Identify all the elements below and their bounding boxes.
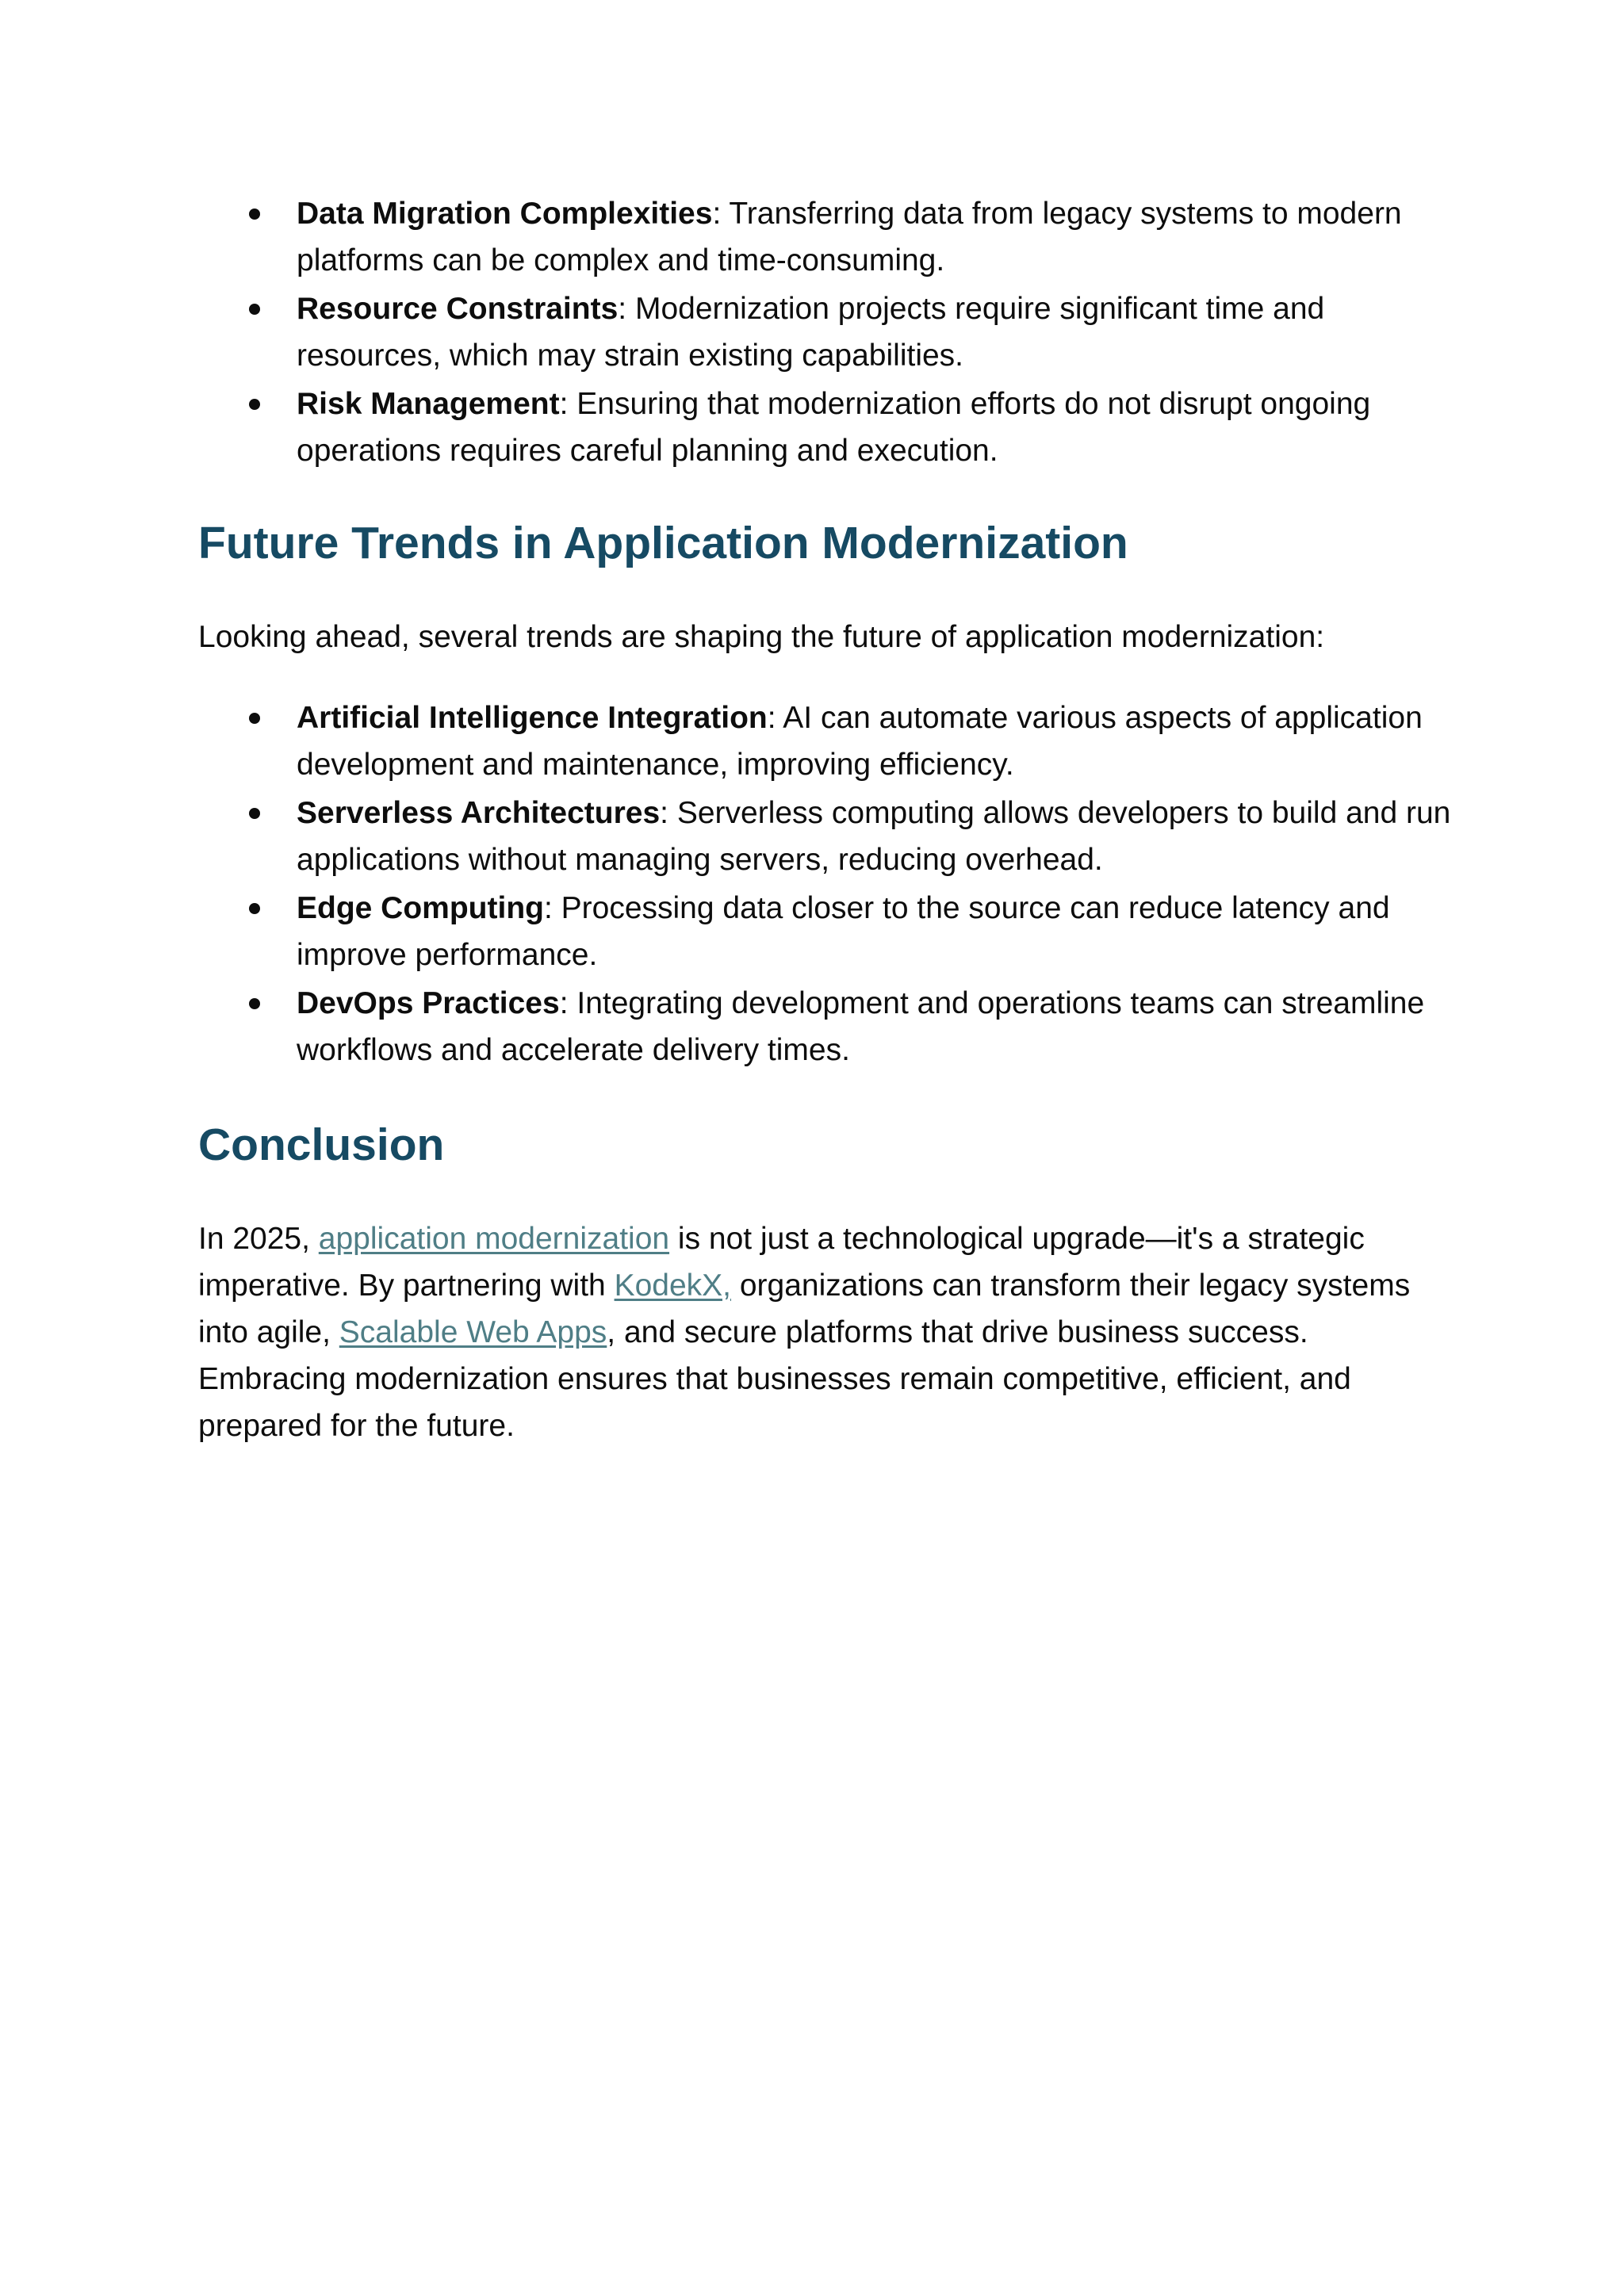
bullet-icon xyxy=(249,304,260,315)
list-item-text: : Serverless computing allows developers to build and run applications without managing servers, reducing overhead. xyxy=(297,796,1451,877)
application-modernization-link[interactable]: application modernization xyxy=(318,1222,670,1256)
bullet-icon xyxy=(249,399,260,410)
list-item xyxy=(198,190,1451,284)
conclusion-text: In 2025, xyxy=(198,1222,319,1256)
list-item xyxy=(198,790,1451,883)
conclusion-text: , and secure platforms that drive business success. Embracing modernization ensures that businesses remain competitive, efficient, and prepared for the future. xyxy=(198,1315,1351,1443)
list-item-text: : Ensuring that modernization efforts do not disrupt ongoing operations requires careful planning and execution. xyxy=(297,387,1371,468)
conclusion-paragraph xyxy=(198,1215,1451,1449)
future-trends-intro: Looking ahead, several trends are shaping the future of application modernization: xyxy=(198,620,1325,654)
list-item-term: Serverless Architectures xyxy=(297,796,661,830)
bullet-icon xyxy=(249,998,260,1009)
list-item-text: : AI can automate various aspects of application development and maintenance, improving efficiency. xyxy=(297,701,1423,782)
list-item-text: : Transferring data from legacy systems to modern platforms can be complex and time-consuming. xyxy=(297,197,1402,277)
conclusion-text: is not just a technological upgrade—it's a strategic imperative. By partnering with xyxy=(198,1222,1365,1303)
scalable-web-apps-link[interactable]: Scalable Web Apps xyxy=(339,1315,607,1349)
list-item-text: : Modernization projects require significant time and resources, which may strain existing capabilities. xyxy=(297,292,1325,373)
conclusion-text: organizations can transform their legacy systems into agile, xyxy=(198,1269,1411,1349)
bullet-icon xyxy=(249,808,260,819)
list-item-term: Resource Constraints xyxy=(297,292,619,326)
bullet-icon xyxy=(249,903,260,914)
list-item xyxy=(198,980,1451,1073)
list-item-text: : Processing data closer to the source can reduce latency and improve performance. xyxy=(297,891,1390,972)
list-item-term: Risk Management xyxy=(297,387,560,421)
bullet-icon xyxy=(249,209,260,220)
future-trends-list xyxy=(198,695,1451,1073)
list-item xyxy=(198,285,1451,379)
future-trends-heading: Future Trends in Application Modernization xyxy=(198,518,1128,568)
list-item-term: Edge Computing xyxy=(297,891,544,925)
list-item-term: Data Migration Complexities xyxy=(297,197,713,231)
list-item xyxy=(198,695,1451,788)
list-item xyxy=(198,885,1451,978)
list-item xyxy=(198,381,1451,474)
challenges-list xyxy=(198,190,1451,474)
list-item-term: DevOps Practices xyxy=(297,986,560,1020)
list-item-text: : Integrating development and operations teams can streamline workflows and accelerate delivery times. xyxy=(297,986,1425,1067)
kodekx-link[interactable]: KodekX, xyxy=(614,1269,731,1303)
conclusion-heading: Conclusion xyxy=(198,1119,445,1170)
bullet-icon xyxy=(249,713,260,724)
document-page xyxy=(198,190,1451,1449)
list-item-term: Artificial Intelligence Integration xyxy=(297,701,768,735)
